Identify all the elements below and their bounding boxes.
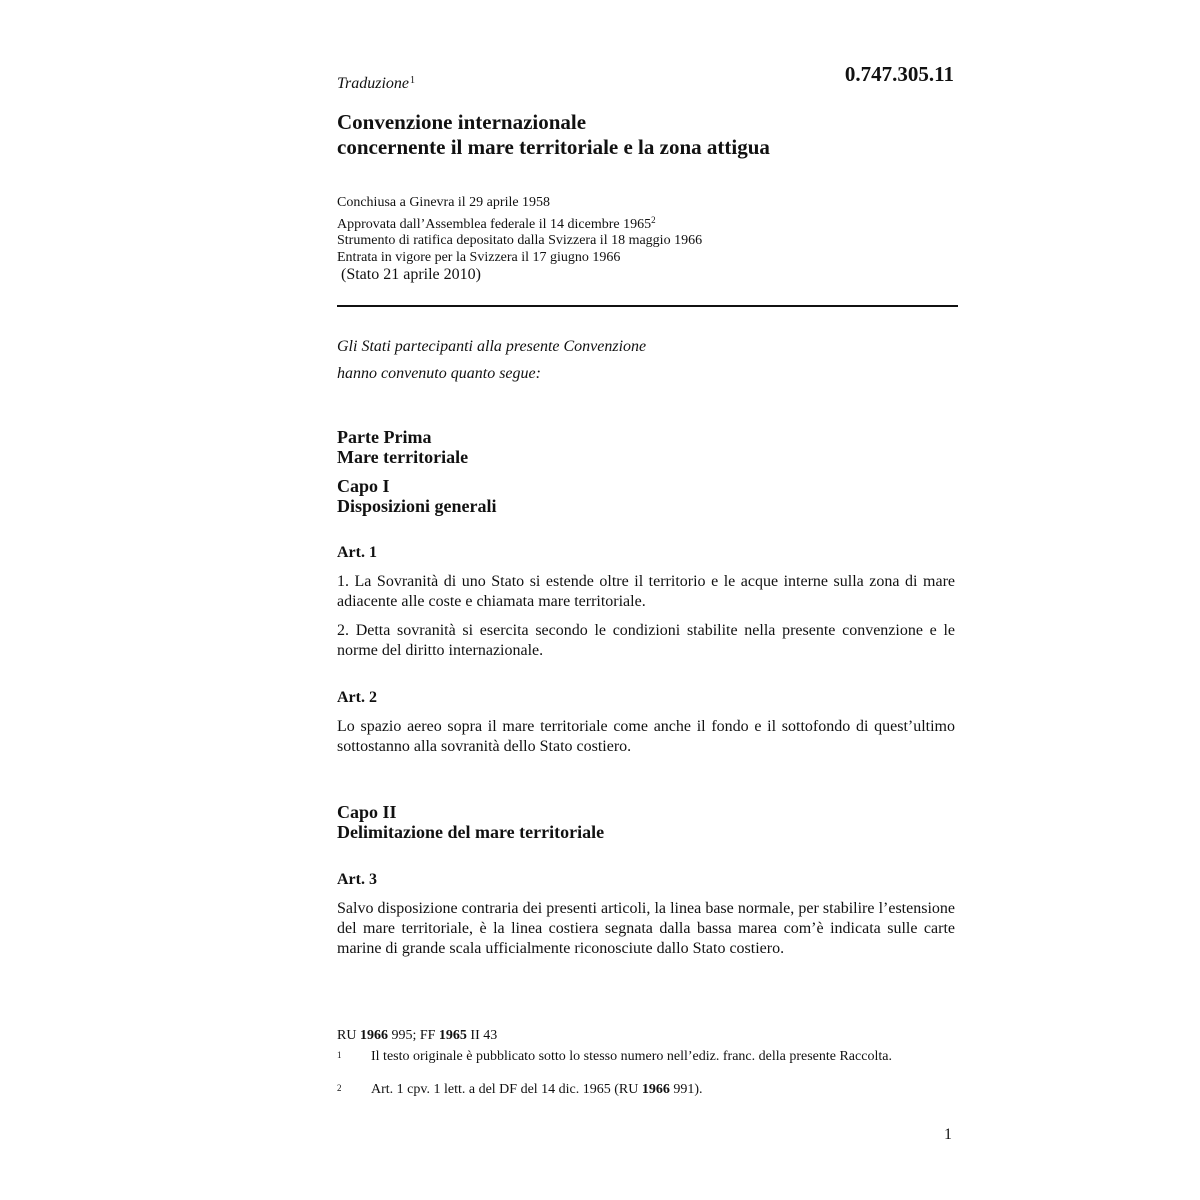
document-number: 0.747.305.11 <box>844 62 954 86</box>
article-3-paragraph-1: Salvo disposizione contraria dei presenti articoli, la linea base normale, per stabilire l’estensione del mare territoriale, è la linea costiera segnata dalla bassa marea com’è indicata sulle carte marine di grande scala ufficialmente riconosciute dallo Stato costiero. <box>337 900 955 957</box>
page-number: 1 <box>944 1126 952 1143</box>
part-label: Parte Prima <box>337 427 432 447</box>
status-date: (Stato 21 aprile 2010) <box>341 266 481 283</box>
chapter-2-label: Capo II <box>337 802 397 822</box>
footnote-marker-1[interactable]: 1 <box>410 75 416 86</box>
article-2-paragraph-1: Lo spazio aereo sopra il mare territoriale come anche il fondo e il sottofondo di quest’ultimo sottostanno alla sovranità dello Stato costiero. <box>337 718 955 755</box>
concluded-date: Conchiusa a Ginevra il 29 aprile 1958 <box>337 195 551 210</box>
preamble-line-1: Gli Stati partecipanti alla presente Convenzione <box>337 338 647 355</box>
title-line-1: Convenzione internazionale <box>337 110 587 134</box>
footnote-2-number: 2 <box>337 1083 342 1093</box>
article-3-heading: Art. 3 <box>337 871 377 888</box>
chapter-2-heading <box>337 802 604 842</box>
ratification-date: Strumento di ratifica depositato dalla Svizzera il 18 maggio 1966 <box>337 233 703 248</box>
article-1-paragraph-2: 2. Detta sovranità si esercita secondo le condizioni stabilite nella presente convenzione e le norme del diritto internazionale. <box>337 622 955 659</box>
in-force-date: Entrata in vigore per la Svizzera il 17 giugno 1966 <box>337 249 621 265</box>
article-1-heading: Art. 1 <box>337 544 377 561</box>
document-title <box>337 110 770 160</box>
header-divider <box>337 305 958 307</box>
title-line-2: concernente il mare territoriale e la zona attigua <box>337 135 770 159</box>
translation-label: Traduzione <box>337 75 410 92</box>
footnote-2-text: Art. 1 cpv. 1 lett. a del DF del 14 dic. 1965 (RU 1966 991). <box>371 1082 703 1097</box>
footnote-1 <box>337 1049 937 1081</box>
translation-note <box>337 75 415 93</box>
document-metadata <box>337 195 702 266</box>
preamble-line-2: hanno convenuto quanto segue: <box>337 365 541 382</box>
part-title: Mare territoriale <box>337 447 469 467</box>
article-2-heading: Art. 2 <box>337 689 377 706</box>
chapter-2-title: Delimitazione del mare territoriale <box>337 822 605 842</box>
chapter-1-label: Capo I <box>337 476 390 496</box>
article-1-paragraph-1: 1. La Sovranità di uno Stato si estende oltre il territorio e le acque interne sulla zona di mare adiacente alle coste e chiamata mare territoriale. <box>337 573 955 610</box>
footnote-1-text: Il testo originale è pubblicato sotto lo stesso numero nell’ediz. franc. della presente Raccolta. <box>371 1049 892 1064</box>
chapter-1-title: Disposizioni generali <box>337 496 497 516</box>
part-heading <box>337 427 468 467</box>
footnote-marker-2[interactable]: 2 <box>651 214 656 225</box>
footnote-2 <box>337 1082 937 1098</box>
approved-date: Approvata dall’Assemblea federale il 14 dicembre 1965$^2$ <box>337 214 656 232</box>
footnote-1-number: 1 <box>337 1050 342 1060</box>
chapter-1-heading <box>337 476 497 516</box>
official-reference: RU 1966 995; FF 1965 II 43 <box>337 1028 498 1043</box>
